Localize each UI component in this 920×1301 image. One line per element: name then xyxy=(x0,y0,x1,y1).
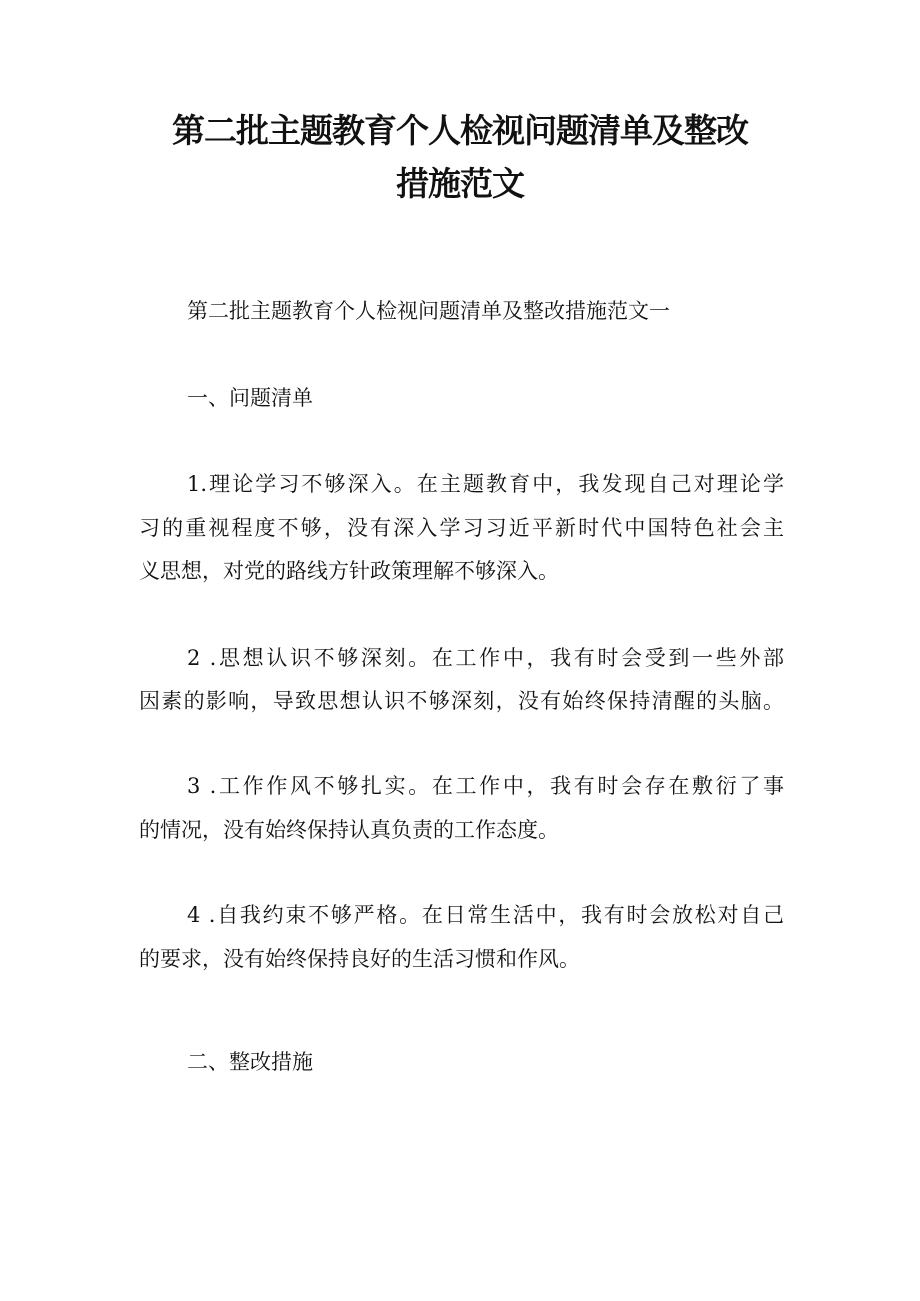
item-2-line-2: 因素的影响，导致思想认识不够深刻，没有始终保持清醒的头脑。 xyxy=(139,689,784,713)
document-title-line-1: 第二批主题教育个人检视问题清单及整改 xyxy=(172,111,748,150)
item-4-line-2: 的要求，没有始终保持良好的生活习惯和作风。 xyxy=(139,947,580,971)
document-subtitle: 第二批主题教育个人检视问题清单及整改措施范文一 xyxy=(187,299,670,323)
item-4-line-1: 4 .自我约束不够严格。在日常生活中，我有时会放松对自己 xyxy=(187,903,784,927)
item-1-line-1: 1.理论学习不够深入。在主题教育中，我发现自己对理论学 xyxy=(187,472,784,496)
item-3-line-1: 3 .工作作风不够扎实。在工作中，我有时会存在敷衍了事 xyxy=(187,774,784,798)
item-1-line-2: 习的重视程度不够，没有深入学习习近平新时代中国特色社会主 xyxy=(139,516,784,540)
document-title-line-2: 措施范文 xyxy=(396,164,524,203)
section-heading-rectification: 二、整改措施 xyxy=(187,1050,313,1074)
section-heading-problems: 一、问题清单 xyxy=(187,386,313,410)
item-2-line-1: 2 .思想认识不够深刻。在工作中，我有时会受到一些外部 xyxy=(187,646,784,670)
item-1-line-3: 义思想，对党的路线方针政策理解不够深入。 xyxy=(139,559,559,583)
item-3-line-2: 的情况，没有始终保持认真负责的工作态度。 xyxy=(139,818,559,842)
